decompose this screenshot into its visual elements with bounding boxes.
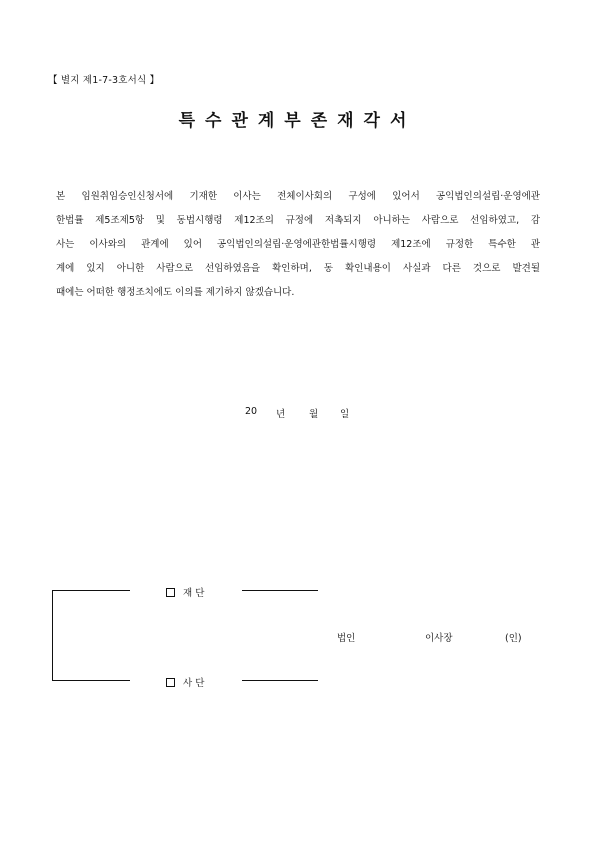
declaration-paragraph [56, 185, 540, 305]
option-foundation[interactable] [166, 585, 204, 599]
form-number-label: 【 별지 제1-7-3호서식 】 [48, 75, 160, 86]
option-association-label: 사 단 [183, 678, 205, 689]
seal-label: (인) [505, 633, 522, 644]
date-day-unit: 일 [340, 409, 350, 420]
checkbox-icon[interactable] [166, 588, 175, 597]
date-month-unit: 월 [309, 409, 319, 420]
paragraph-line: 본 임원취임승인신청서에 기재한 이사는 전체이사회의 구성에 있어서 공익법인의설립·운영에관 [56, 191, 540, 202]
document-title: 특수관계부존재각서 [178, 111, 417, 131]
bracket-vertical-line [52, 590, 53, 681]
bracket-top-right-line [242, 590, 318, 591]
date-year-prefix: 20 [245, 406, 258, 417]
option-association[interactable] [166, 675, 204, 689]
bracket-bottom-left-line [52, 680, 130, 681]
paragraph-line: 때에는 어떠한 행정조치에도 이의를 제기하지 않겠습니다. [56, 287, 295, 298]
date-year-unit: 년 [276, 409, 286, 420]
option-foundation-label: 재 단 [183, 588, 205, 599]
corporation-label: 법인 [337, 633, 356, 644]
checkbox-icon[interactable] [166, 678, 175, 687]
bracket-bottom-right-line [242, 680, 318, 681]
chairman-label: 이사장 [425, 633, 453, 644]
paragraph-line: 사는 이사와의 관계에 있어 공익법인의설립·운영에관한법률시행령 제12조에 규정한 특수한 관 [56, 239, 540, 250]
paragraph-line: 한법률 제5조제5항 및 동법시행령 제12조의 규정에 저촉되지 아니하는 사람으로 선임하였고, 감 [56, 215, 540, 226]
bracket-top-left-line [52, 590, 130, 591]
paragraph-line: 계에 있지 아니한 사람으로 선임하였음을 확인하며, 동 확인내용이 사실과 다른 것으로 발견될 [56, 263, 540, 274]
